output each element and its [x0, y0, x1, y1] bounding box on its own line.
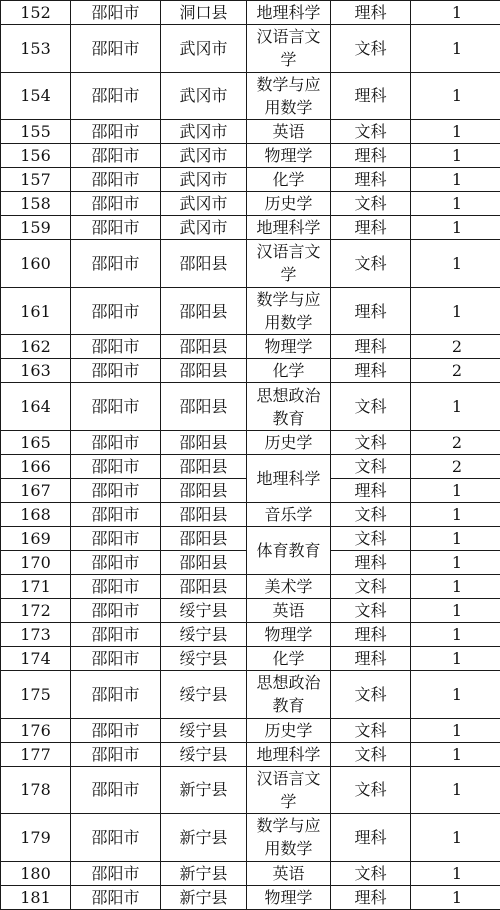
- track-cell: 文科: [331, 192, 411, 216]
- plan-count-cell: 1: [411, 72, 500, 120]
- city-cell: 邵阳市: [71, 120, 161, 144]
- table-row: [1, 240, 500, 288]
- row-number: 181: [1, 885, 71, 909]
- plan-count-cell: 2: [411, 335, 500, 359]
- county-cell: 邵阳县: [161, 335, 247, 359]
- county-cell: 新宁县: [161, 885, 247, 909]
- row-number: 153: [1, 25, 71, 73]
- city-cell: 邵阳市: [71, 814, 161, 862]
- row-number: 158: [1, 192, 71, 216]
- county-cell: 绥宁县: [161, 742, 247, 766]
- county-cell: 绥宁县: [161, 622, 247, 646]
- major-cell: 英语: [247, 120, 331, 144]
- table-row: [1, 25, 500, 73]
- plan-count-cell: 1: [411, 766, 500, 814]
- major-cell: 物理学: [247, 885, 331, 909]
- track-cell: 文科: [331, 670, 411, 718]
- track-cell: 文科: [331, 240, 411, 288]
- track-cell: 文科: [331, 766, 411, 814]
- row-number: 171: [1, 574, 71, 598]
- table-row: [1, 335, 500, 359]
- county-cell: 绥宁县: [161, 718, 247, 742]
- county-cell: 绥宁县: [161, 670, 247, 718]
- county-cell: 邵阳县: [161, 240, 247, 288]
- table-row: [1, 766, 500, 814]
- major-cell: 物理学: [247, 335, 331, 359]
- table-row: [1, 646, 500, 670]
- city-cell: 邵阳市: [71, 192, 161, 216]
- plan-count-cell: 1: [411, 646, 500, 670]
- major-cell: 汉语言文学: [247, 240, 331, 288]
- track-cell: 理科: [331, 814, 411, 862]
- county-cell: 武冈市: [161, 25, 247, 73]
- row-number: 173: [1, 622, 71, 646]
- table-row: [1, 383, 500, 431]
- county-cell: 武冈市: [161, 192, 247, 216]
- city-cell: 邵阳市: [71, 550, 161, 574]
- track-cell: 文科: [331, 861, 411, 885]
- plan-count-cell: 1: [411, 1, 500, 25]
- table-row: [1, 1, 500, 25]
- row-number: 168: [1, 502, 71, 526]
- table-row: [1, 622, 500, 646]
- table-row: [1, 670, 500, 718]
- city-cell: 邵阳市: [71, 478, 161, 502]
- row-number: 152: [1, 1, 71, 25]
- row-number: 175: [1, 670, 71, 718]
- row-number: 164: [1, 383, 71, 431]
- major-cell: 数学与应用数学: [247, 287, 331, 335]
- plan-count-cell: 1: [411, 144, 500, 168]
- table-row: [1, 192, 500, 216]
- plan-count-cell: 1: [411, 526, 500, 550]
- track-cell: 文科: [331, 574, 411, 598]
- city-cell: 邵阳市: [71, 454, 161, 478]
- track-cell: 文科: [331, 120, 411, 144]
- city-cell: 邵阳市: [71, 1, 161, 25]
- major-cell: 化学: [247, 168, 331, 192]
- plan-count-cell: 1: [411, 287, 500, 335]
- plan-count-cell: 2: [411, 454, 500, 478]
- major-cell: 物理学: [247, 622, 331, 646]
- county-cell: 邵阳县: [161, 502, 247, 526]
- county-cell: 邵阳县: [161, 454, 247, 478]
- city-cell: 邵阳市: [71, 430, 161, 454]
- major-cell: 地理科学: [247, 216, 331, 240]
- track-cell: 理科: [331, 335, 411, 359]
- county-cell: 邵阳县: [161, 478, 247, 502]
- track-cell: 文科: [331, 718, 411, 742]
- row-number: 162: [1, 335, 71, 359]
- city-cell: 邵阳市: [71, 216, 161, 240]
- track-cell: 文科: [331, 742, 411, 766]
- major-cell: 历史学: [247, 192, 331, 216]
- track-cell: 文科: [331, 526, 411, 550]
- major-cell: 思想政治教育: [247, 383, 331, 431]
- city-cell: 邵阳市: [71, 718, 161, 742]
- county-cell: 绥宁县: [161, 598, 247, 622]
- track-cell: 理科: [331, 550, 411, 574]
- major-cell: 物理学: [247, 144, 331, 168]
- plan-count-cell: 1: [411, 598, 500, 622]
- major-cell: 汉语言文学: [247, 766, 331, 814]
- city-cell: 邵阳市: [71, 25, 161, 73]
- major-cell: 数学与应用数学: [247, 814, 331, 862]
- city-cell: 邵阳市: [71, 502, 161, 526]
- table-row: [1, 454, 500, 478]
- table-row: [1, 120, 500, 144]
- row-number: 174: [1, 646, 71, 670]
- county-cell: 武冈市: [161, 72, 247, 120]
- major-cell: 历史学: [247, 718, 331, 742]
- plan-count-cell: 1: [411, 861, 500, 885]
- plan-count-cell: 1: [411, 885, 500, 909]
- table-row: [1, 861, 500, 885]
- table-row: [1, 144, 500, 168]
- major-cell: 体育教育: [247, 526, 331, 574]
- table-row: [1, 287, 500, 335]
- row-number: 180: [1, 861, 71, 885]
- city-cell: 邵阳市: [71, 359, 161, 383]
- row-number: 165: [1, 430, 71, 454]
- city-cell: 邵阳市: [71, 885, 161, 909]
- row-number: 169: [1, 526, 71, 550]
- county-cell: 邵阳县: [161, 287, 247, 335]
- plan-count-cell: 1: [411, 25, 500, 73]
- track-cell: 理科: [331, 622, 411, 646]
- major-cell: 地理科学: [247, 454, 331, 502]
- major-cell: 汉语言文学: [247, 25, 331, 73]
- city-cell: 邵阳市: [71, 598, 161, 622]
- major-cell: 英语: [247, 861, 331, 885]
- table-row: [1, 574, 500, 598]
- county-cell: 武冈市: [161, 144, 247, 168]
- table-row: [1, 72, 500, 120]
- plan-count-cell: 1: [411, 192, 500, 216]
- plan-count-cell: 1: [411, 240, 500, 288]
- table-row: [1, 430, 500, 454]
- track-cell: 理科: [331, 359, 411, 383]
- table-row: [1, 598, 500, 622]
- table-body: [1, 1, 500, 910]
- county-cell: 邵阳县: [161, 430, 247, 454]
- plan-count-cell: 1: [411, 742, 500, 766]
- track-cell: 理科: [331, 72, 411, 120]
- row-number: 178: [1, 766, 71, 814]
- city-cell: 邵阳市: [71, 861, 161, 885]
- track-cell: 文科: [331, 25, 411, 73]
- plan-count-cell: 1: [411, 502, 500, 526]
- city-cell: 邵阳市: [71, 574, 161, 598]
- table-row: [1, 742, 500, 766]
- city-cell: 邵阳市: [71, 766, 161, 814]
- table-row: [1, 526, 500, 550]
- major-cell: 数学与应用数学: [247, 72, 331, 120]
- table-row: [1, 216, 500, 240]
- plan-count-cell: 2: [411, 430, 500, 454]
- track-cell: 理科: [331, 287, 411, 335]
- track-cell: 文科: [331, 383, 411, 431]
- city-cell: 邵阳市: [71, 72, 161, 120]
- major-cell: 地理科学: [247, 742, 331, 766]
- row-number: 176: [1, 718, 71, 742]
- city-cell: 邵阳市: [71, 646, 161, 670]
- major-cell: 思想政治教育: [247, 670, 331, 718]
- plan-count-cell: 1: [411, 216, 500, 240]
- row-number: 172: [1, 598, 71, 622]
- row-number: 155: [1, 120, 71, 144]
- city-cell: 邵阳市: [71, 240, 161, 288]
- plan-count-cell: 1: [411, 478, 500, 502]
- row-number: 177: [1, 742, 71, 766]
- county-cell: 洞口县: [161, 1, 247, 25]
- plan-count-cell: 1: [411, 622, 500, 646]
- plan-count-cell: 1: [411, 120, 500, 144]
- plan-count-cell: 1: [411, 718, 500, 742]
- county-cell: 新宁县: [161, 814, 247, 862]
- table-row: [1, 168, 500, 192]
- county-cell: 武冈市: [161, 120, 247, 144]
- city-cell: 邵阳市: [71, 622, 161, 646]
- track-cell: 文科: [331, 598, 411, 622]
- track-cell: 理科: [331, 168, 411, 192]
- city-cell: 邵阳市: [71, 742, 161, 766]
- track-cell: 文科: [331, 430, 411, 454]
- county-cell: 新宁县: [161, 766, 247, 814]
- plan-count-cell: 1: [411, 670, 500, 718]
- county-cell: 邵阳县: [161, 383, 247, 431]
- plan-count-cell: 1: [411, 814, 500, 862]
- city-cell: 邵阳市: [71, 168, 161, 192]
- row-number: 160: [1, 240, 71, 288]
- table-row: [1, 502, 500, 526]
- plan-count-cell: 2: [411, 359, 500, 383]
- major-cell: 美术学: [247, 574, 331, 598]
- row-number: 157: [1, 168, 71, 192]
- table-row: [1, 718, 500, 742]
- row-number: 154: [1, 72, 71, 120]
- row-number: 166: [1, 454, 71, 478]
- city-cell: 邵阳市: [71, 383, 161, 431]
- track-cell: 文科: [331, 454, 411, 478]
- row-number: 167: [1, 478, 71, 502]
- major-cell: 英语: [247, 598, 331, 622]
- track-cell: 理科: [331, 646, 411, 670]
- row-number: 163: [1, 359, 71, 383]
- county-cell: 武冈市: [161, 216, 247, 240]
- county-cell: 武冈市: [161, 168, 247, 192]
- track-cell: 理科: [331, 216, 411, 240]
- city-cell: 邵阳市: [71, 335, 161, 359]
- county-cell: 邵阳县: [161, 526, 247, 550]
- plan-count-cell: 1: [411, 550, 500, 574]
- county-cell: 绥宁县: [161, 646, 247, 670]
- track-cell: 理科: [331, 885, 411, 909]
- county-cell: 新宁县: [161, 861, 247, 885]
- row-number: 156: [1, 144, 71, 168]
- city-cell: 邵阳市: [71, 144, 161, 168]
- track-cell: 理科: [331, 478, 411, 502]
- row-number: 179: [1, 814, 71, 862]
- track-cell: 理科: [331, 144, 411, 168]
- city-cell: 邵阳市: [71, 670, 161, 718]
- table-row: [1, 359, 500, 383]
- plan-count-cell: 1: [411, 574, 500, 598]
- city-cell: 邵阳市: [71, 287, 161, 335]
- table-row: [1, 814, 500, 862]
- track-cell: 理科: [331, 1, 411, 25]
- row-number: 170: [1, 550, 71, 574]
- plan-count-cell: 1: [411, 168, 500, 192]
- major-cell: 化学: [247, 359, 331, 383]
- major-cell: 地理科学: [247, 1, 331, 25]
- track-cell: 文科: [331, 502, 411, 526]
- county-cell: 邵阳县: [161, 359, 247, 383]
- row-number: 159: [1, 216, 71, 240]
- county-cell: 邵阳县: [161, 574, 247, 598]
- city-cell: 邵阳市: [71, 526, 161, 550]
- table-row: [1, 885, 500, 909]
- row-number: 161: [1, 287, 71, 335]
- major-cell: 化学: [247, 646, 331, 670]
- major-cell: 音乐学: [247, 502, 331, 526]
- major-cell: 历史学: [247, 430, 331, 454]
- plan-count-cell: 1: [411, 383, 500, 431]
- county-cell: 邵阳县: [161, 550, 247, 574]
